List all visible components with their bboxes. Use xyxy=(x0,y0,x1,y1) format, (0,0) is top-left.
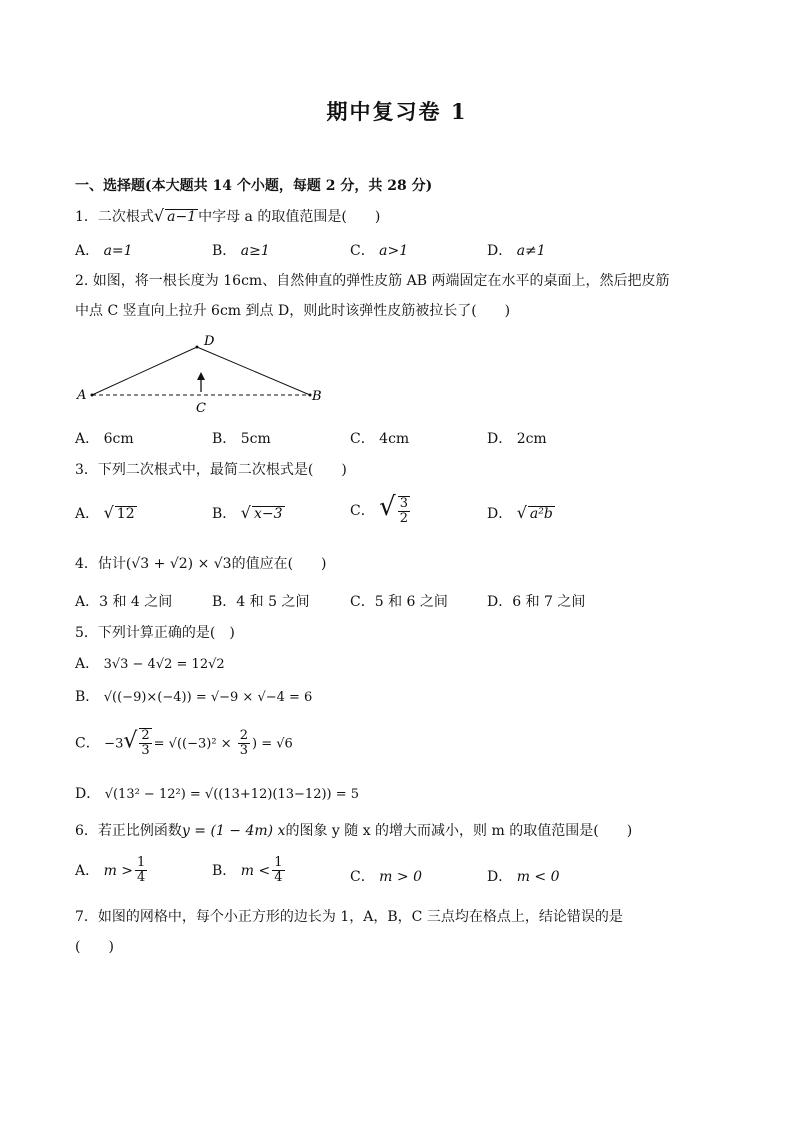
question-6-expression: y = (1 − 4m) x xyxy=(181,823,286,839)
q3-option-d[interactable]: D． √ a²b xyxy=(487,503,553,522)
question-7-line-1: 7．如图的网格中，每个小正方形的边长为 1，A，B，C 三点均在格点上，结论错误的是 xyxy=(75,909,623,925)
q4-option-d[interactable]: D．6 和 7 之间 xyxy=(487,594,586,610)
q6-option-c[interactable]: C． m > 0 xyxy=(350,869,422,885)
q5-option-b[interactable]: B． √((−9)×(−4)) = √−9 × √−4 = 6 xyxy=(75,689,313,705)
question-5: 5．下列计算正确的是( ) xyxy=(75,625,235,641)
q5-option-d[interactable]: D． √(13² − 12²) = √((13+12)(13−12)) = 5 xyxy=(75,786,360,802)
q6-option-d[interactable]: D． m < 0 xyxy=(487,869,560,885)
question-1-stem: 1．二次根式 xyxy=(75,209,154,225)
segment-db xyxy=(197,347,310,395)
label-a: A xyxy=(77,388,87,403)
page-title: 期中复习卷 1 xyxy=(326,99,468,124)
q5-option-c[interactable]: C． −3√ $\frac{2}{3}$ = √((−3)² × $\frac{2}{3}$ ) = √6 xyxy=(75,727,293,759)
segment-ad xyxy=(92,347,197,395)
question-7-line-2: ( ) xyxy=(75,939,114,955)
question-2-line-1: 2. 如图，将一根长度为 16cm、自然伸直的弹性皮筋 AB 两端固定在水平的桌面上，然后把皮筋 xyxy=(75,273,670,289)
label-d: D xyxy=(204,334,215,349)
q3-option-b[interactable]: B． √ x−3 xyxy=(212,503,283,522)
arrow-up-icon xyxy=(197,372,205,380)
section-heading: 一、选择题(本大题共 14 个小题，每题 2 分，共 28 分) xyxy=(75,178,433,194)
q4-option-c[interactable]: C．5 和 6 之间 xyxy=(350,594,448,610)
question-1-stem-end: 中字母 a 的取值范围是( ) xyxy=(198,209,381,225)
q1-option-b[interactable]: B． a≥1 xyxy=(212,243,270,259)
label-b: B xyxy=(312,389,322,404)
q1-option-c[interactable]: C． a>1 xyxy=(350,243,409,259)
q2-option-c[interactable]: C． 4cm xyxy=(350,431,410,447)
q4-option-a[interactable]: A．3 和 4 之间 xyxy=(75,594,173,610)
sqrt-symbol-icon: √ xyxy=(153,206,165,225)
q2-option-a[interactable]: A． 6cm xyxy=(75,431,134,447)
question-1-expression: a−1 xyxy=(167,209,197,225)
q6-option-b[interactable]: B． m < $\frac{1}{4}$ xyxy=(212,855,283,886)
q4-option-b[interactable]: B．4 和 5 之间 xyxy=(212,594,310,610)
question-3: 3．下列二次根式中，最简二次根式是( ) xyxy=(75,462,347,478)
question-4-expression: (√3 + √2) × √3 xyxy=(125,556,232,572)
q1-option-a[interactable]: A． a=1 xyxy=(75,243,133,259)
question-6: 6．若正比例函数y = (1 − 4m) x的图象 y 随 x 的增大而减小，则 m 的取值范围是( ) xyxy=(75,823,633,839)
question-1 xyxy=(75,206,380,226)
q6-option-a[interactable]: A． m > $\frac{1}{4}$ xyxy=(75,855,146,886)
q1-option-d[interactable]: D． a≠1 xyxy=(487,243,546,259)
label-c: C xyxy=(196,401,206,415)
question-4: 4．估计(√3 + √2) × √3的值应在( ) xyxy=(75,556,327,572)
band-figure xyxy=(70,330,330,415)
q5-option-a[interactable]: A． 3√3 − 4√2 = 12√2 xyxy=(75,656,225,672)
q2-option-b[interactable]: B． 5cm xyxy=(212,431,271,447)
q3-option-a[interactable]: A． √ 12 xyxy=(75,503,135,522)
q2-option-d[interactable]: D． 2cm xyxy=(487,431,547,447)
question-2-line-2: 中点 C 竖直向上拉升 6cm 到点 D，则此时该弹性皮筋被拉长了( ) xyxy=(75,303,511,319)
q3-option-c[interactable]: C． √ $\frac{3}{2}$ xyxy=(350,492,409,526)
